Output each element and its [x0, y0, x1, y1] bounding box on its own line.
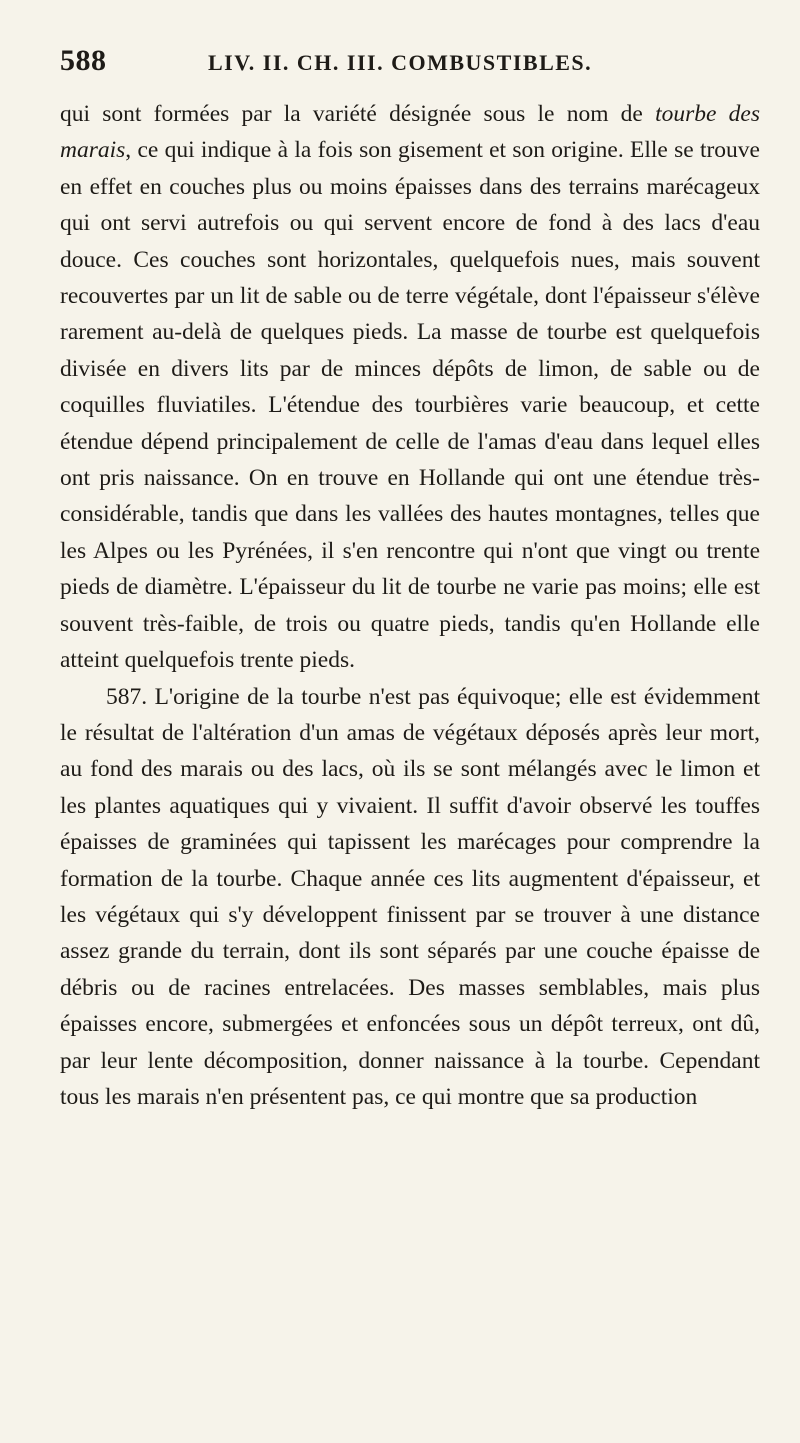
paragraph-text: , ce qui indique à la fois son gisement et son origine. Elle se trouve en effet en couches plus ou moins épaisses dans des terrains marécageux qui ont servi autrefois ou qui servent encore de fond à des lacs d'eau douce. Ces couches sont horizontales, quelquefois nues, mais souvent recouvertes par un lit de sable ou de terre végétale, dont l'épaisseur s'élève rarement au-delà de quelques pieds. La masse de tourbe est quelquefois divisée en divers lits par de minces dépôts de limon, de sable ou de coquilles fluviatiles. L'étendue des tourbières varie beaucoup, et cette étendue dépend principalement de celle de l'amas d'eau dans lequel elles ont pris naissance. On en trouve en Hollande qui ont une étendue très-considérable, tandis que dans les vallées des hautes montagnes, telles que les Alpes ou les Pyrénées, il s'en rencontre qui n'ont que vingt ou trente pieds de diamètre. L'épaisseur du lit de tourbe ne varie pas moins; elle est souvent très-faible, de trois ou quatre pieds, tandis qu'en Hollande elle atteint quelquefois trente pieds.: [60, 137, 760, 674]
paragraph-text: qui sont formées par la variété désignée sous le nom de: [60, 101, 656, 127]
paragraph-587: 587. L'origine de la tourbe n'est pas équivoque; elle est évidemment le résultat de l'altération d'un amas de végétaux déposés après leur mort, au fond des marais ou des lacs, où ils se sont mélangés avec le limon et les plantes aquatiques qui y vivaient. Il suffit d'avoir observé les touffes épaisses de graminées qui tapissent les marécages pour comprendre la formation de la tourbe. Chaque année ces lits augmentent d'épaisseur, et les végétaux qui s'y développent finissent par se trouver à une distance assez grande du terrain, dont ils sont séparés par une couche épaisse de débris ou de racines entrelacées. Des masses semblables, mais plus épaisses encore, submergées et enfoncées sous un dépôt terreux, ont dû, par leur lente décomposition, donner naissance à la tourbe. Cependant tous les marais n'en présentent pas, ce qui montre que sa production: [60, 683, 760, 1110]
italic-term: tourbe des marais: [60, 101, 760, 164]
running-head: [60, 44, 760, 90]
page-body: [60, 96, 760, 1115]
paragraph-continuation: [60, 96, 760, 679]
chapter-heading: LIV. II. CH. III. COMBUSTIBLES.: [208, 50, 593, 75]
page-number: 588: [60, 44, 107, 77]
